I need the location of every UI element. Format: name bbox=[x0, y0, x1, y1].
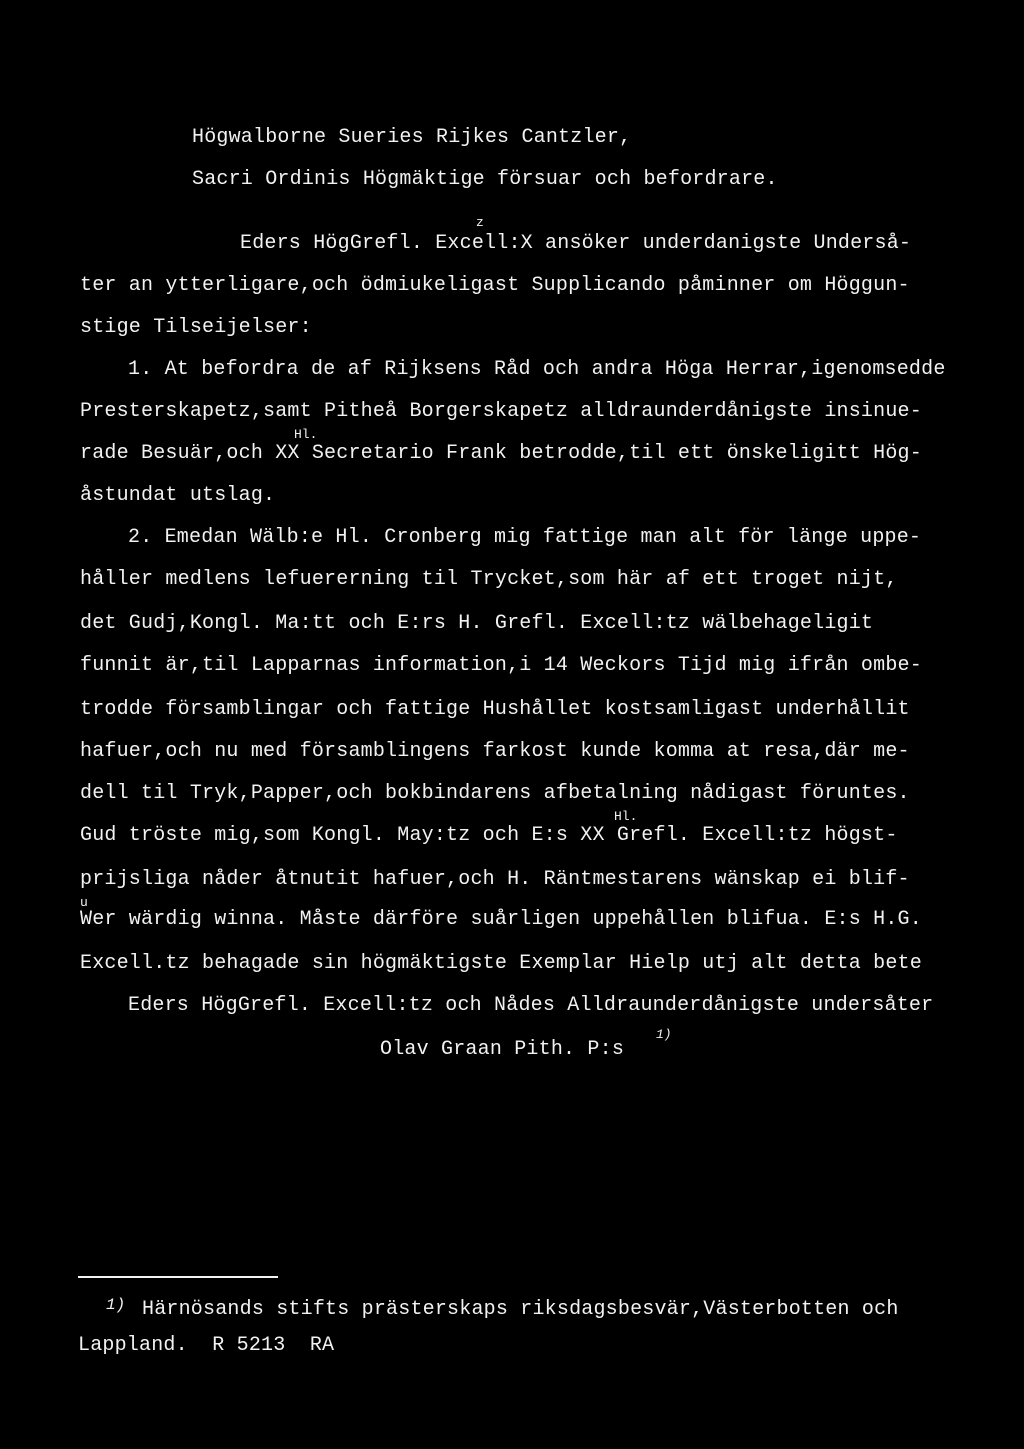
point2-line-7: dell til Tryk,Papper,och bokbindarens afbetalning nådigast föruntes. bbox=[80, 782, 910, 805]
salutation-line-2: Sacri Ordinis Högmäktige försuar och befordrare. bbox=[192, 168, 778, 191]
footnote-divider bbox=[78, 1276, 278, 1278]
point2-line-1: 2. Emedan Wälb:e Hl. Cronberg mig fattige man alt för länge uppe- bbox=[128, 526, 922, 549]
point2-line-4: funnit är,til Lapparnas information,i 14 Weckors Tijd mig ifrån ombe- bbox=[80, 654, 922, 677]
intro-line-3: stige Tilseijelser: bbox=[80, 316, 312, 339]
point2-line-5: trodde församblingar och fattige Hushållet kostsamligast underhållit bbox=[80, 698, 910, 721]
intro-line-1: Eders HögGrefl. Excell:X ansöker underdanigste Underså- bbox=[240, 232, 912, 255]
intro-line-2: ter an ytterligare,och ödmiukeligast Supplicando påminner om Höggun- bbox=[80, 274, 910, 297]
salutation-line-1: Högwalborne Sueries Rijkes Cantzler, bbox=[192, 126, 632, 149]
point2-line-6: hafuer,och nu med församblingens farkost kunde komma at resa,där me- bbox=[80, 740, 910, 763]
point2-line-9: prijsliga nåder åtnutit hafuer,och H. Räntmestarens wänskap ei blif- bbox=[80, 868, 910, 891]
point2-line-10: Wer wärdig winna. Måste därföre suårligen uppehållen blifua. E:s H.G. bbox=[80, 908, 922, 931]
point2-line-2: håller medlens lefuererning til Trycket,som här af ett troget nijt, bbox=[80, 568, 898, 591]
point1-line-4: åstundat utslag. bbox=[80, 484, 276, 507]
point2-line-3: det Gudj,Kongl. Ma:tt och E:rs H. Grefl. Excell:tz wälbehageligit bbox=[80, 612, 874, 635]
point2-line-8: Gud tröste mig,som Kongl. May:tz och E:s XX Grefl. Excell:tz högst- bbox=[80, 824, 898, 847]
footnote-mark: 1) bbox=[106, 1296, 126, 1314]
signature-line: Olav Graan Pith. P:s bbox=[380, 1038, 625, 1061]
point2-superscript-hl: Hl. bbox=[614, 809, 638, 824]
intro-superscript: z bbox=[476, 215, 484, 230]
point1-line-1: 1. At befordra de af Rijksens Råd och andra Höga Herrar,igenomsedde bbox=[128, 358, 946, 381]
point1-superscript: Hl. bbox=[294, 427, 318, 442]
point1-line-2: Presterskapetz,samt Pitheå Borgerskapetz alldraunderdånigste insinue- bbox=[80, 400, 922, 423]
footnote-line-2: Lappland. R 5213 RA bbox=[78, 1334, 335, 1357]
footnote-line-1: Härnösands stifts prästerskaps riksdagsbesvär,Västerbotten och bbox=[142, 1298, 899, 1321]
signature-footnote-mark: 1) bbox=[656, 1027, 672, 1042]
point2-superscript-u: u bbox=[80, 895, 88, 910]
closing-line: Eders HögGrefl. Excell:tz och Nådes Alldraunderdånigste undersåter bbox=[128, 994, 934, 1017]
point2-line-11: Excell.tz behagade sin högmäktigste Exemplar Hielp utj alt detta bete bbox=[80, 952, 922, 975]
point1-line-3: rade Besuär,och XX Secretario Frank betrodde,til ett önskeligitt Hög- bbox=[80, 442, 922, 465]
